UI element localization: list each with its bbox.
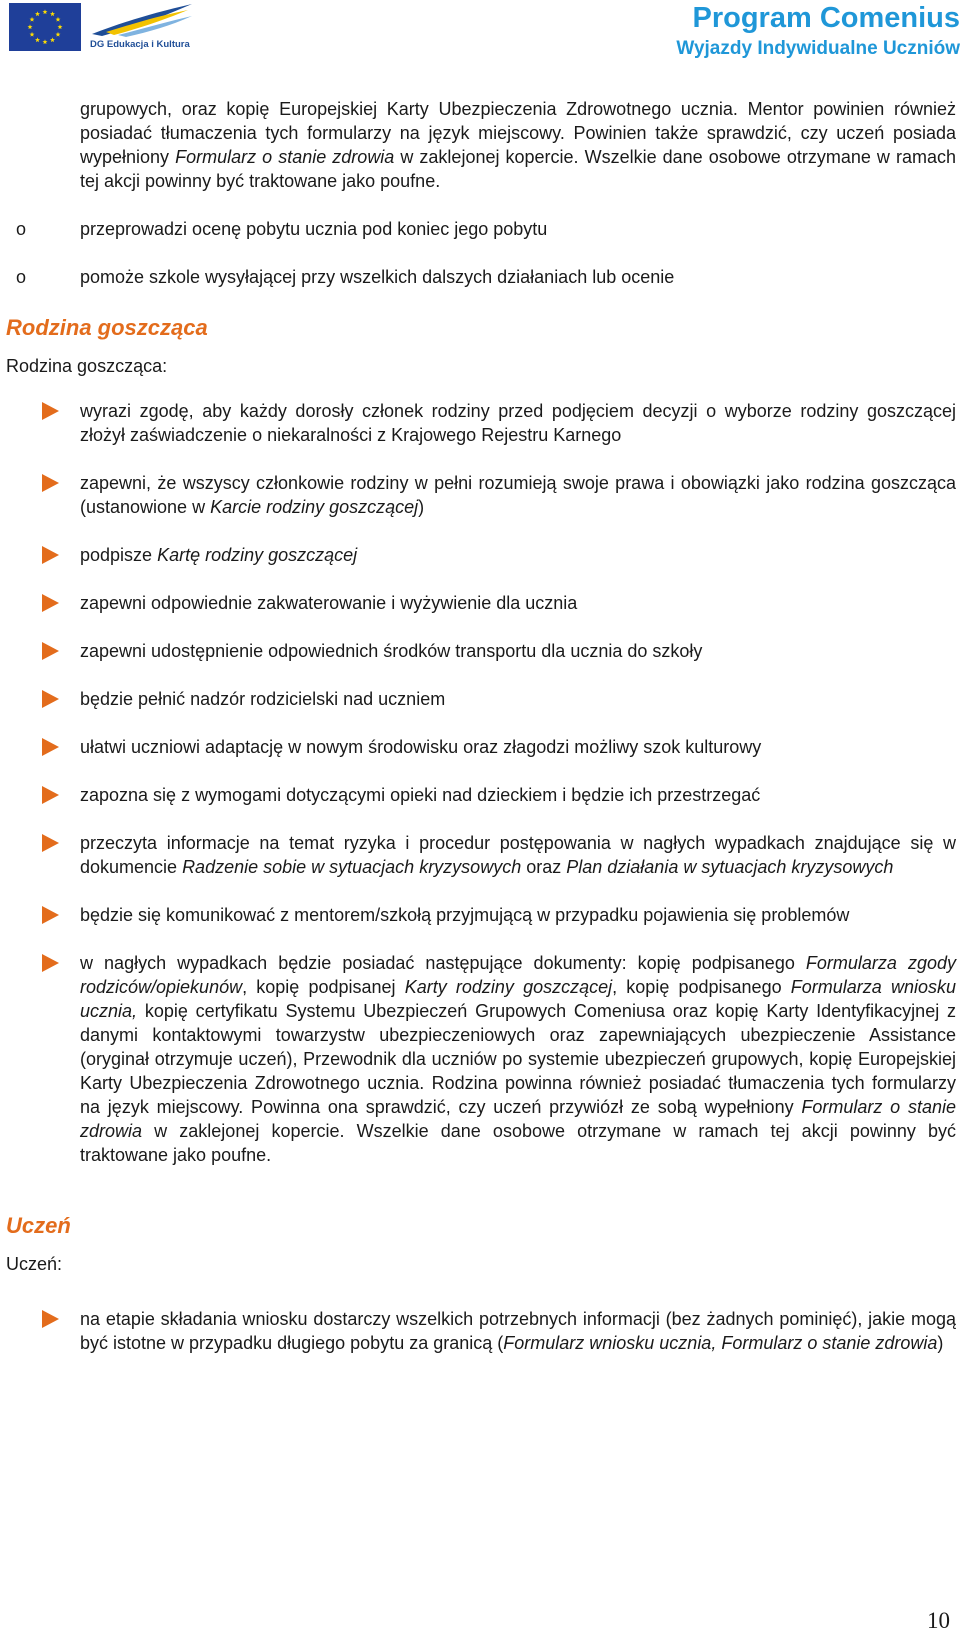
text-run: w nagłych wypadkach będzie posiadać następujące dokumenty: kopię podpisanego	[80, 953, 806, 973]
text-run: będzie pełnić nadzór rodzicielski nad uczniem	[80, 689, 446, 709]
triangle-bullet-icon	[42, 402, 59, 420]
triangle-bullet-icon	[42, 738, 59, 756]
text-run: na etapie składania wniosku dostarczy wszelkich potrzebnych informacji (bez żadnych pominięć), jakie mogą być istotne w przypadku długiego pobytu za granicą (	[80, 1309, 956, 1353]
list-item	[6, 783, 956, 807]
dg-label: DG Edukacja i Kultura	[90, 39, 190, 50]
document-body	[6, 97, 956, 1379]
triangle-bullet-icon	[42, 834, 59, 852]
host-family-intro: Rodzina goszcząca:	[6, 356, 168, 376]
text-run: oraz	[521, 857, 567, 877]
text-run: będzie się komunikować z mentorem/szkołą przyjmującą w przypadku pojawienia się problemów	[80, 905, 850, 925]
list-item	[6, 639, 956, 663]
circle-bullet-icon: o	[16, 219, 27, 239]
italic-text: Kartę rodziny goszczącej	[157, 545, 358, 565]
student-duties-list	[6, 1307, 956, 1355]
triangle-bullet-icon	[42, 474, 59, 492]
list-item	[6, 687, 956, 711]
list-item	[6, 217, 956, 241]
triangle-bullet-icon	[42, 954, 59, 972]
swoosh-icon	[88, 2, 198, 38]
triangle-bullet-icon	[42, 690, 59, 708]
text-run: zapewni, że wszyscy członkowie rodziny w pełni rozumieją swoje prawa i obowiązki jako rodzina goszcząca (ustanowione w	[80, 473, 956, 517]
text-run: )	[937, 1333, 944, 1353]
text-run: podpisze	[80, 545, 158, 565]
host-family-heading: Rodzina goszcząca	[6, 315, 208, 340]
program-subtitle: Wyjazdy Indywidualne Uczniów	[676, 38, 960, 59]
italic-text: Formularza zgody rodziców/opiekunów	[80, 953, 956, 997]
page-number: 10	[927, 1608, 950, 1633]
text-run: ułatwi uczniowi adaptację w nowym środowisku oraz złagodzi możliwy szok kulturowy	[80, 737, 762, 757]
list-item	[6, 265, 956, 289]
list-item	[6, 831, 956, 879]
text-run: w zaklejonej kopercie. Wszelkie dane osobowe otrzymane w ramach tej akcji powinny być traktowane jako poufne.	[80, 147, 956, 191]
text-run: zapewni odpowiednie zakwaterowanie i wyżywienie dla ucznia	[80, 593, 578, 613]
italic-text: Formularz wniosku ucznia, Formularz o stanie zdrowia	[503, 1333, 938, 1353]
italic-text: Karcie rodziny goszczącej	[210, 497, 419, 517]
text-run: , kopię podpisanej	[242, 977, 405, 997]
italic-text: Formularza wniosku ucznia,	[80, 977, 956, 1021]
list-item	[6, 1307, 956, 1355]
italic-text: Formularz o stanie zdrowia	[80, 1097, 956, 1141]
italic-text: Radzenie sobie w sytuacjach kryzysowych	[182, 857, 522, 877]
list-item-text: pomoże szkole wysyłającej przy wszelkich dalszych działaniach lub ocenie	[80, 267, 675, 287]
text-run: grupowych, oraz kopię Europejskiej Karty Ubezpieczenia Zdrowotnego ucznia. Mentor powinien również posiadać tłumaczenia tych formularzy na język miejscowy. Powinien także sprawdzić, czy uczeń posiada wypełniony	[80, 99, 956, 167]
triangle-bullet-icon	[42, 786, 59, 804]
triangle-bullet-icon	[42, 1310, 59, 1328]
list-item	[6, 735, 956, 759]
text-run: wyrazi zgodę, aby każdy dorosły członek rodziny przed podjęciem decyzji o wyborze rodziny goszczącej złożył zaświadczenie o niekaralności z Krajowego Rejestru Karnego	[80, 401, 956, 445]
text-run: zapewni udostępnienie odpowiednich środków transportu dla ucznia do szkoły	[80, 641, 703, 661]
triangle-bullet-icon	[42, 546, 59, 564]
student-heading: Uczeń	[6, 1213, 71, 1238]
list-item	[6, 543, 956, 567]
eu-flag-icon	[9, 3, 81, 51]
list-item-text: przeprowadzi ocenę pobytu ucznia pod koniec jego pobytu	[80, 219, 548, 239]
text-run: kopię certyfikatu Systemu Ubezpieczeń Grupowych Comeniusa oraz kopię Karty Identyfikacyjnej z danymi kontaktowymi towarzystw ubezpieczeniowych oraz zapewniających ubezpieczenie Assistance (oryginał otrzymuje uczeń), Przewodnik dla uczniów po systemie ubezpieczeń grupowych, kopię Europejskiej Karty Ubezpieczenia Zdrowotnego ucznia. Rodzina powinna również posiadać tłumaczenia tych formularzy na język miejscowy. Powinna ona sprawdzić, czy uczeń przywiózł ze sobą wypełniony	[80, 1001, 956, 1117]
triangle-bullet-icon	[42, 642, 59, 660]
text-run: przeczyta informacje na temat ryzyka i procedur postępowania w nagłych wypadkach znajdujące się w dokumencie	[80, 833, 956, 877]
list-item	[6, 951, 956, 1167]
triangle-bullet-icon	[42, 594, 59, 612]
text-run: w zaklejonej kopercie. Wszelkie dane osobowe otrzymane w ramach tej akcji powinny być traktowane jako poufne.	[80, 1121, 956, 1165]
page-header	[0, 0, 960, 60]
intro-paragraph	[80, 97, 956, 193]
text-run: )	[418, 497, 425, 517]
student-intro: Uczeń:	[6, 1254, 63, 1274]
italic-text: Formularz o stanie zdrowia	[175, 147, 395, 167]
program-title: Program Comenius	[692, 2, 960, 34]
list-item	[6, 399, 956, 447]
mentor-duties-list	[6, 217, 956, 289]
triangle-bullet-icon	[42, 906, 59, 924]
list-item	[6, 591, 956, 615]
host-family-duties-list	[6, 399, 956, 1167]
italic-text: Karty rodziny goszczącej	[404, 977, 613, 997]
list-item	[6, 903, 956, 927]
italic-text: Plan działania w sytuacjach kryzysowych	[566, 857, 894, 877]
list-item	[6, 471, 956, 519]
dg-education-logo	[88, 2, 198, 52]
circle-bullet-icon: o	[16, 267, 27, 287]
text-run: zapozna się z wymogami dotyczącymi opieki nad dzieckiem i będzie ich przestrzegać	[80, 785, 761, 805]
text-run: , kopię podpisanego	[612, 977, 791, 997]
